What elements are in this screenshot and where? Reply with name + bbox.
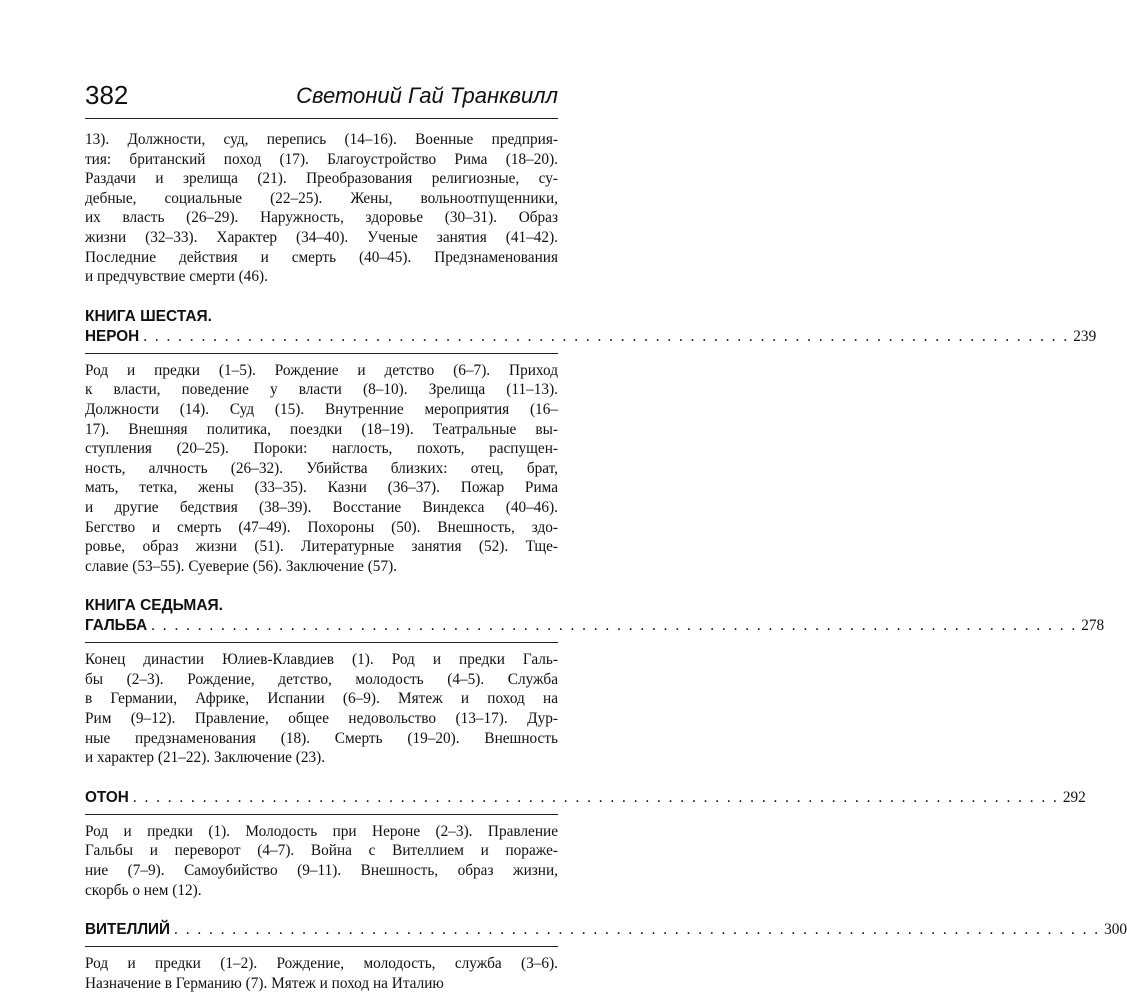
- toc-entry: [85, 920, 1127, 947]
- text-line: Конец династии Юлиев-Клавдиев (1). Род и предки Галь-: [85, 651, 558, 669]
- toc-entry: [85, 327, 1097, 354]
- entry-description: [85, 650, 558, 768]
- page-number: 382: [85, 80, 129, 110]
- text-line: Раздачи и зрелища (21). Преобразования религиозные, су-: [85, 170, 558, 188]
- text-line: тия: британский поход (17). Благоустройство Рима (18–20).: [85, 150, 558, 168]
- text-line: мать, тетка, жены (33–35). Казни (36–37). Пожар Рима: [85, 479, 558, 497]
- toc-section: [85, 307, 1097, 577]
- text-line: Бегство и смерть (47–49). Похороны (50). Внешность, здо-: [85, 518, 558, 536]
- text-line: их власть (26–29). Наружность, здоровье (30–31). Образ: [85, 209, 558, 227]
- text-line: Гальбы и переворот (4–7). Война с Вителлием и пораже-: [85, 842, 558, 860]
- entry-page-number: 278: [1081, 617, 1105, 635]
- text-line: и другие бедствия (38–39). Восстание Виндекса (40–46).: [85, 498, 558, 516]
- text-line: дебные, социальные (22–25). Жены, вольноотпущенники,: [85, 189, 558, 207]
- toc-section: [85, 596, 1105, 768]
- entry-title: ВИТЕЛЛИЙ: [85, 921, 171, 939]
- entry-title: НЕРОН: [85, 327, 140, 345]
- text-line: скорбь о нем (12).: [85, 881, 202, 899]
- toc-entry: [85, 616, 1105, 643]
- book-heading: КНИГА ШЕСТАЯ.: [85, 307, 212, 325]
- entry-description: [85, 361, 558, 577]
- running-title: Светоний Гай Транквилл: [296, 83, 558, 108]
- text-line: Должности (14). Суд (15). Внутренние мероприятия (16–: [85, 400, 558, 418]
- entry-page-number: 292: [1062, 788, 1086, 806]
- entry-title: ГАЛЬБА: [85, 617, 148, 635]
- page-body: [85, 130, 1127, 993]
- dot-leader: . . . . . . . . . . . . . . . . . . . . . . . . . . . . . . . . . . . . . . . . . . . . . . . . . . . . . . . . . . . . . . . . . . . . . . . . . . . . . . . .: [174, 921, 1101, 939]
- text-line: ность, алчность (26–32). Убийства близких: отец, брат,: [85, 459, 558, 477]
- text-line: Последние действия и смерть (40–45). Предзнаменования: [85, 248, 558, 266]
- text-line: Род и предки (1). Молодость при Нероне (2–3). Правление: [85, 822, 558, 840]
- toc-sections: [85, 307, 1127, 994]
- text-line: ные предзнаменования (18). Смерть (19–20). Внешность: [85, 729, 558, 747]
- text-line: к власти, поведение у власти (8–10). Зрелища (11–13).: [85, 381, 558, 399]
- text-line: ровье, образ жизни (51). Литературные занятия (52). Тще-: [85, 538, 558, 556]
- text-line: Рим (9–12). Правление, общее недовольство (13–17). Дур-: [85, 710, 558, 728]
- text-line: в Германии, Африке, Испании (6–9). Мятеж и поход на: [85, 690, 558, 708]
- entry-page-number: 300: [1104, 921, 1127, 939]
- text-line: 13). Должности, суд, перепись (14–16). Военные предприя-: [85, 131, 558, 148]
- page-header: [85, 78, 558, 119]
- text-line: ступления (20–25). Пороки: наглость, похоть, распущен-: [85, 440, 558, 458]
- entry-page-number: 239: [1073, 327, 1097, 345]
- text-line: Род и предки (1–2). Рождение, молодость, служба (3–6).: [85, 955, 558, 973]
- text-line: ние (7–9). Самоубийство (9–11). Внешность, образ жизни,: [85, 862, 558, 880]
- text-line: 17). Внешняя политика, поездки (18–19). Театральные вы-: [85, 420, 558, 438]
- dot-leader: . . . . . . . . . . . . . . . . . . . . . . . . . . . . . . . . . . . . . . . . . . . . . . . . . . . . . . . . . . . . . . . . . . . . . . . . . . . . . . . .: [151, 617, 1078, 635]
- text-line: бы (2–3). Рождение, детство, молодость (4–5). Служба: [85, 670, 558, 688]
- toc-section: [85, 920, 1127, 993]
- dot-leader: . . . . . . . . . . . . . . . . . . . . . . . . . . . . . . . . . . . . . . . . . . . . . . . . . . . . . . . . . . . . . . . . . . . . . . . . . . . . . . . .: [143, 327, 1070, 345]
- text-line: Назначение в Германию (7). Мятеж и поход на Италию: [85, 974, 444, 992]
- intro-paragraph: [85, 130, 558, 287]
- text-line: и характер (21–22). Заключение (23).: [85, 749, 326, 767]
- dot-leader: . . . . . . . . . . . . . . . . . . . . . . . . . . . . . . . . . . . . . . . . . . . . . . . . . . . . . . . . . . . . . . . . . . . . . . . . . . . . . . . .: [132, 788, 1059, 806]
- entry-description: [85, 822, 558, 900]
- text-line: Род и предки (1–5). Рождение и детство (6–7). Приход: [85, 361, 558, 379]
- book-heading: КНИГА СЕДЬМАЯ.: [85, 597, 223, 615]
- text-line: славие (53–55). Суеверие (56). Заключение (57).: [85, 557, 398, 575]
- text-line: жизни (32–33). Характер (34–40). Ученые занятия (41–42).: [85, 228, 558, 246]
- toc-section: [85, 788, 1086, 900]
- toc-entry: [85, 788, 1086, 815]
- entry-title: ОТОН: [85, 788, 129, 806]
- text-line: и предчувствие смерти (46).: [85, 268, 268, 286]
- entry-description: [85, 954, 558, 993]
